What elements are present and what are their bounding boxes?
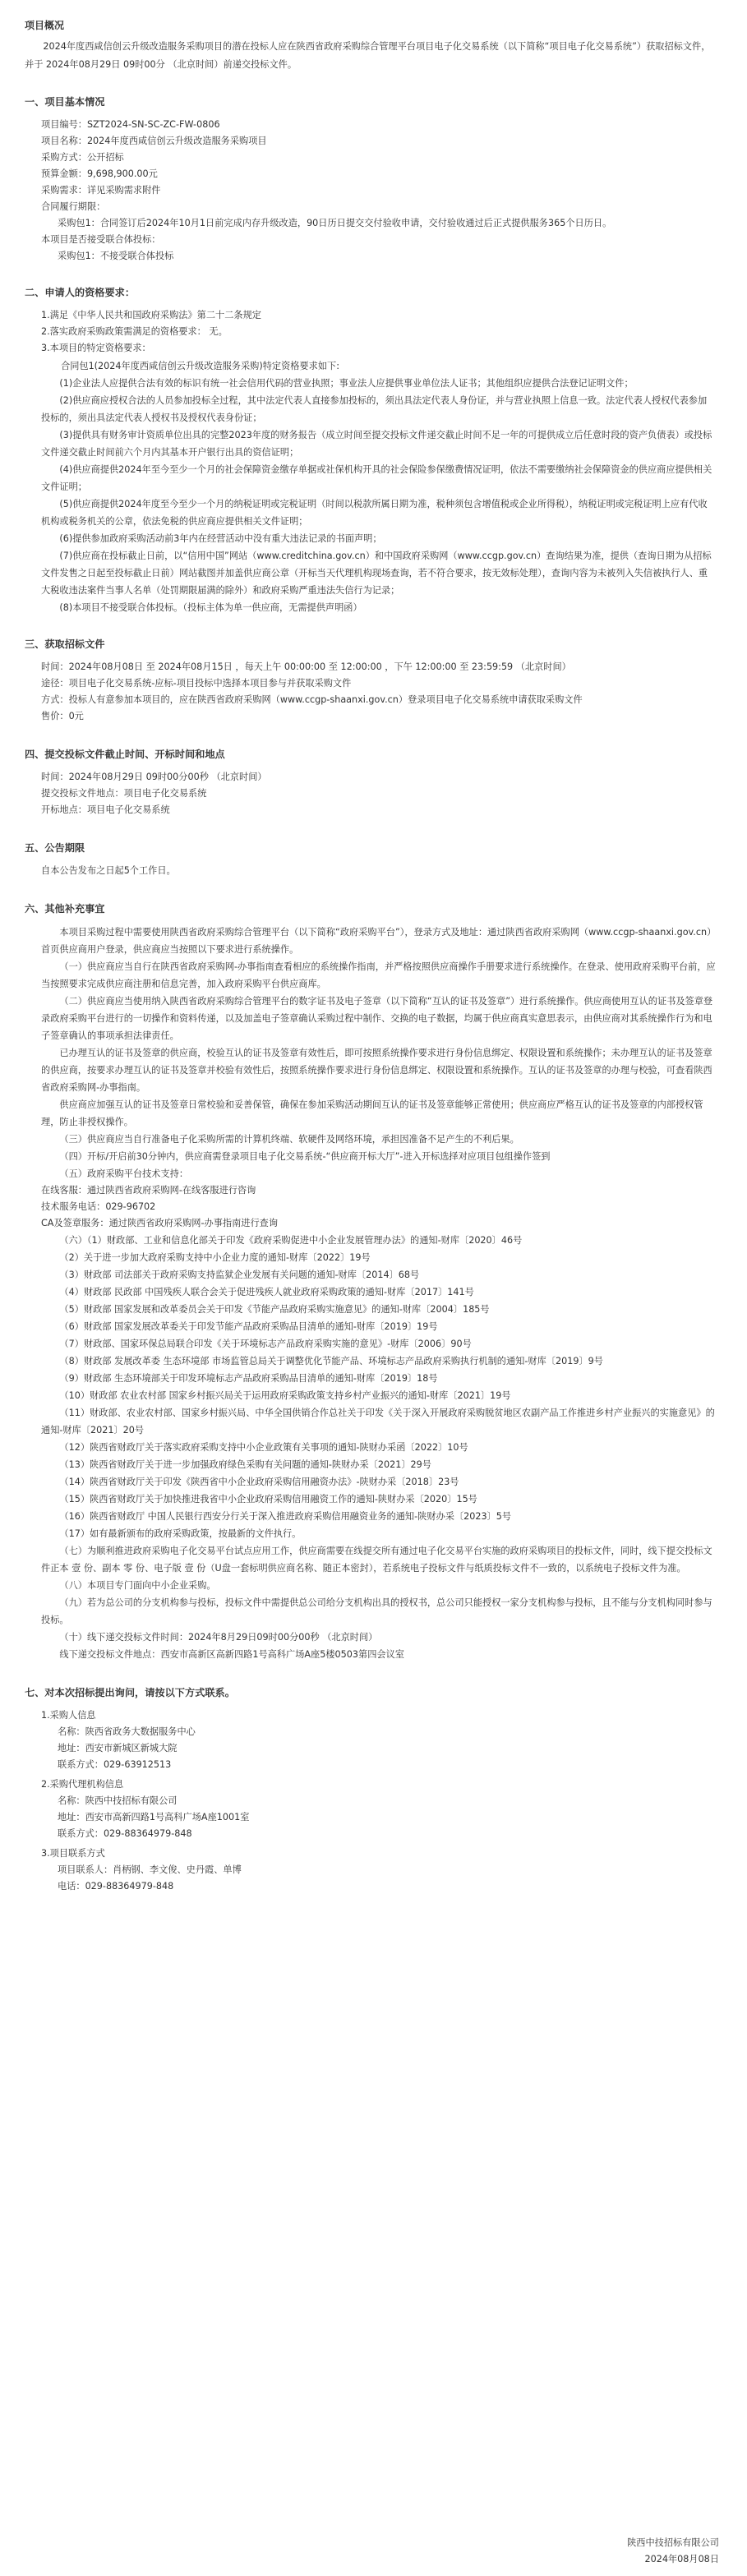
project-contacts: 项目联系人：肖柄钢、李文俊、史丹霞、单博: [58, 1864, 242, 1875]
project-name: 项目名称：2024年度西咸信创云升级改造服务采购项目: [41, 136, 267, 146]
section-title: 七、对本次招标提出询问，请按以下方式联系。: [25, 1687, 235, 1698]
item-10: （十）线下递交投标文件时间：2024年8月29日09时00分00秒 （北京时间）: [59, 1632, 378, 1643]
other-matters-body: [25, 924, 719, 1663]
list-item: (2)供应商应授权合法的人员参加投标全过程，其中法定代表人直接参加投标的，须出具法定代表人身份证，并与营业执照上信息一致。法定代表人授权代表参加投标的，须出具法定代表人授权书及授权代表身份证；: [41, 395, 708, 423]
policy-item: （7）财政部、国家环保总局联合印发《关于环境标志产品政府采购实施的意见》-财库〔2006〕90号: [59, 1339, 472, 1349]
policy-item: （9）财政部 生态环境部关于印发环境标志产品政府采购品目清单的通知-财库〔2019〕18号: [59, 1373, 438, 1384]
purchaser-address: 地址：西安市新城区新城大院: [58, 1743, 178, 1753]
section-title: 二、申请人的资格要求：: [25, 287, 136, 298]
section-title: 一、项目基本情况: [25, 96, 105, 108]
policy-item: （六）（1）财政部、工业和信息化部关于印发《政府采购促进中小企业发展管理办法》的通知-财库〔2020〕46号: [59, 1235, 523, 1246]
item-2-cont-2: 供应商应加强互认的证书及签章日常校验和妥善保管，确保在参加采购活动期间互认的证书及签章能够正常使用；供应商应严格互认的证书及签章的内部授权管理，防止非授权操作。: [41, 1099, 703, 1127]
tech-phone: 技术服务电话：029-96702: [41, 1201, 156, 1212]
list-item: (4)供应商提供2024年至今至少一个月的社会保障资金缴存单据或社保机构开具的社会保险参保缴费情况证明，依法不需要缴纳社会保障资金的供应商应提供相关文件证明；: [41, 464, 712, 492]
policy-item: （10）财政部 农业农村部 国家乡村振兴局关于运用政府采购政策支持乡村产业振兴的通知-财库〔2021〕19号: [59, 1390, 511, 1401]
project-contact-title: 3.项目联系方式: [41, 1848, 105, 1859]
signature-date: 2024年08月08日: [644, 2554, 719, 2564]
item-9: （九）若为总公司的分支机构参与投标，投标文件中需提供总公司给分支机构出具的授权书，总公司只能授权一家分支机构参与投标，且不能与分支机构同时参与投标。: [41, 1597, 712, 1625]
policy-item: （12）陕西省财政厅关于落实政府采购支持中小企业政策有关事项的通知-陕财办采函〔2022〕10号: [59, 1442, 468, 1453]
budget-amount: 预算金额：9,698,900.00元: [41, 168, 158, 179]
agency-address: 地址：西安市高新四路1号高科广场A座1001室: [58, 1812, 250, 1823]
section-title: 五、公告期限: [25, 842, 85, 854]
item-5: （五）政府采购平台技术支持：: [59, 1168, 189, 1179]
policy-item: （16）陕西省财政厅 中国人民银行西安分行关于深入推进政府采购信用融资业务的通知-陕财办采〔2023〕5号: [59, 1511, 512, 1522]
project-number: 项目编号：SZT2024-SN-SC-ZC-FW-0806: [41, 119, 220, 130]
overview-body: 2024年度西咸信创云升级改造服务采购项目的潜在投标人应在陕西省政府采购综合管理平台项目电子化交易系统（以下简称“项目电子化交易系统”）获取招标文件，并于 2024年08月29日 09时00分 （北京时间）前递交投标文件。: [25, 41, 711, 70]
procurement-demand: 采购需求：详见采购需求附件: [41, 185, 161, 196]
policy-item: （8）财政部 发展改革委 生态环境部 市场监管总局关于调整优化节能产品、环境标志产品政府采购执行机制的通知-财库〔2019〕9号: [59, 1356, 603, 1366]
purchaser-name: 名称：陕西省政务大数据服务中心: [58, 1726, 196, 1737]
item-1: （一）供应商应当自行在陕西省政府采购网-办事指南查看相应的系统操作指南，并严格按照供应商操作手册要求进行系统操作。在登录、使用政府采购平台前，应当按照要求完成供应商注册和信息完善，加入政府采购平台供应商库。: [41, 961, 716, 989]
qualification-list: [25, 375, 719, 616]
overview-title: 项目概况: [25, 20, 65, 31]
policy-item: （13）陕西省财政厅关于进一步加强政府绿色采购有关问题的通知-陕财办采〔2021〕29号: [59, 1459, 431, 1470]
policy-item: （17）如有最新颁布的政府采购政策，按最新的文件执行。: [59, 1528, 302, 1539]
section-contact: [25, 1684, 719, 1895]
section-title: 四、提交投标文件截止时间、开标时间和地点: [25, 749, 225, 760]
contract-period-label: 合同履行期限：: [41, 201, 106, 212]
purchaser-phone: 联系方式：029-63912513: [58, 1759, 172, 1770]
policy-list: [41, 1232, 716, 1542]
requirement-1: 1.满足《中华人民共和国政府采购法》第二十二条规定: [41, 310, 261, 320]
section-announcement-period: [25, 840, 719, 879]
procurement-method: 采购方式：公开招标: [41, 152, 124, 163]
policy-item: （5）财政部 国家发展和改革委员会关于印发《节能产品政府采购实施意见》的通知-财库〔2004〕185号: [59, 1304, 490, 1315]
section-other-matters: [25, 901, 719, 1663]
policy-item: （3）财政部 司法部关于政府采购支持监狱企业发展有关问题的通知-财库〔2014〕68号: [59, 1270, 420, 1280]
platform-intro: 本项目采购过程中需要使用陕西省政府采购综合管理平台（以下简称“政府采购平台”），登录方式及地址：通过陕西省政府采购网（www.ccgp-shaanxi.gov.cn）首页供应商用户登录，供应商应当按照以下要求进行系统操作。: [41, 927, 712, 955]
deadline-time: 时间：2024年08月29日 09时00分00秒 （北京时间）: [41, 772, 267, 782]
obtain-method: 方式：投标人有意参加本项目的，应在陕西省政府采购网（www.ccgp-shaanxi.gov.cn）登录项目电子化交易系统申请获取采购文件: [41, 694, 583, 705]
policy-item: （15）陕西省财政厅关于加快推进我省中小企业政府采购信用融资工作的通知-陕财办采〔2020〕15号: [59, 1494, 477, 1505]
list-item: (6)提供参加政府采购活动前3年内在经营活动中没有重大违法记录的书面声明；: [59, 533, 382, 544]
section-obtain-documents: [25, 636, 719, 725]
list-item: (1)企业法人应提供合法有效的标识有统一社会信用代码的营业执照；事业法人应提供事业单位法人证书；其他组织应提供合法登记证明文件；: [59, 378, 634, 389]
online-support: 在线客服：通过陕西省政府采购网-在线客服进行咨询: [41, 1185, 256, 1196]
offline-location: 线下递交投标文件地点：西安市高新区高新四路1号高科广场A座5楼0503第四会议室: [59, 1649, 404, 1660]
package-requirements-intro: 合同包1(2024年度西咸信创云升级改造服务采购)特定资格要求如下:: [61, 361, 339, 371]
item-3: （三）供应商应当自行准备电子化采购所需的计算机终端、软硬件及网络环境，承担因准备不足产生的不利后果。: [59, 1134, 519, 1145]
submission-location: 提交投标文件地点：项目电子化交易系统: [41, 788, 207, 799]
section-basic-info: [25, 94, 719, 265]
agency-title: 2.采购代理机构信息: [41, 1779, 124, 1790]
requirement-2: 2.落实政府采购政策需满足的资格要求： 无。: [41, 326, 228, 337]
opening-location: 开标地点：项目电子化交易系统: [41, 804, 170, 815]
policy-item: （4）财政部 民政部 中国残疾人联合会关于促进残疾人就业政府采购政策的通知-财库〔2017〕141号: [59, 1287, 474, 1297]
section-qualifications: [25, 284, 719, 616]
obtain-channel: 途径：项目电子化交易系统-应标-项目投标中选择本项目参与并获取采购文件: [41, 678, 352, 689]
consortium-answer: 采购包1：不接受联合体投标: [58, 251, 174, 261]
overview-section: [25, 0, 719, 74]
list-item: (7)供应商在投标截止日前，以“信用中国”网站（www.creditchina.gov.cn）和中国政府采购网（www.ccgp.gov.cn）查询结果为准，提供（查询日期为从招标文件发售之日起至投标截止日前）网站截图并加盖供应商公章（开标当天代理机构现场查询，若不符合要求，按无效标处理），查询内容为未被列入失信被执行人、重大税收违法案件当事人名单（处罚期限届满的除外）和政府采购严重违法失信行为记录；: [41, 551, 712, 596]
policy-item: （6）财政部 国家发展改革委关于印发节能产品政府采购品目清单的通知-财库〔2019〕19号: [59, 1321, 438, 1332]
policy-item: （14）陕西省财政厅关于印发《陕西省中小企业政府采购信用融资办法》-陕财办采〔2018〕23号: [59, 1477, 459, 1487]
agency-name: 名称：陕西中技招标有限公司: [58, 1795, 178, 1806]
item-2-cont: 已办理互认的证书及签章的供应商，校验互认的证书及签章有效性后，即可按照系统操作要求进行身份信息绑定、权限设置和系统操作；未办理互认的证书及签章的供应商，按要求办理互认的证书及签章并校验有效性后，按照系统操作要求进行身份信息绑定、权限设置和系统操作。互认的证书及签章的办理与校验，可查看陕西省政府采购网-办事指南。: [41, 1048, 712, 1093]
item-8: （八）本项目专门面向中小企业采购。: [59, 1580, 216, 1591]
policy-item: （11）财政部、农业农村部、国家乡村振兴局、中华全国供销合作总社关于印发《关于深入开展政府采购脱贫地区农副产品工作推进乡村产业振兴的实施意见》的通知-财库〔2021〕20号: [41, 1408, 715, 1435]
item-2: （二）供应商应当使用纳入陕西省政府采购综合管理平台的数字证书及电子签章（以下简称“互认的证书及签章”）进行系统操作。供应商使用互认的证书及签章登录政府采购平台进行的一切操作和资料传递，以及加盖电子签章确认采购过程中制作、交换的电子数据，均属于供应商真实意思表示，由供应商对其系统操作行为和电子签章确认的事项承担法律责任。: [41, 996, 713, 1041]
project-phone: 电话：029-88364979-848: [58, 1881, 174, 1892]
consortium-question: 本项目是否接受联合体投标：: [41, 234, 161, 245]
item-7: （七）为顺利推进政府采购电子化交易平台试点应用工作，供应商需要在线提交所有通过电子化交易平台实施的政府采购项目的投标文件，同时，线下提交投标文件正本 壹 份、副本 零 份、电子版 壹 份（U盘一套标明供应商名称、随正本密封），若系统电子投标文件与纸质投标文件不一致的，以系统电子投标文件为准。: [41, 1546, 712, 1574]
section-title: 六、其他补充事宜: [25, 903, 105, 915]
ca-service: CA及签章服务：通过陕西省政府采购网-办事指南进行查询: [41, 1218, 279, 1228]
list-item: (3)提供具有财务审计资质单位出具的完整2023年度的财务报告（成立时间至提交投标文件递交截止时间不足一年的可提供成立后任意时段的资产负债表）或投标文件递交截止时间前六个月内其基本开户银行出具的资信证明；: [41, 430, 712, 458]
section-title: 三、获取招标文件: [25, 638, 105, 650]
policy-item: （2）关于进一步加大政府采购支持中小企业力度的通知-财库〔2022〕19号: [59, 1252, 371, 1263]
section-deadline: [25, 746, 719, 818]
purchaser-title: 1.采购人信息: [41, 1710, 96, 1721]
signature-block: [627, 2535, 719, 2568]
contract-period-note: 采购包1：合同签订后2024年10月1日前完成内存升级改造，90日历日提交交付验收申请，交付验收通过后正式提供服务365个日历日。: [58, 218, 612, 228]
announcement-period: 自本公告发布之日起5个工作日。: [41, 865, 176, 876]
obtain-time: 时间：2024年08月08日 至 2024年08月15日 ，每天上午 00:00:00 至 12:00:00 ，下午 12:00:00 至 23:59:59 （北京时间）: [41, 661, 571, 672]
requirement-3: 3.本项目的特定资格要求：: [41, 343, 151, 353]
agency-phone: 联系方式：029-88364979-848: [58, 1828, 192, 1839]
list-item: (8)本项目不接受联合体投标。（投标主体为单一供应商，无需提供声明函）: [59, 602, 362, 613]
list-item: (5)供应商提供2024年度至今至少一个月的纳税证明或完税证明（时间以税款所属日期为准，税种须包含增值税或企业所得税），纳税证明或完税证明上应有代收机构或税务机关的公章，依法免税的供应商应提供相关文件证明；: [41, 499, 708, 527]
item-4: （四）开标/开启前30分钟内，供应商需登录项目电子化交易系统-“供应商开标大厅”-进入开标选择对应项目包组操作签到: [59, 1151, 551, 1162]
signature-org: 陕西中技招标有限公司: [627, 2537, 719, 2548]
obtain-price: 售价：0元: [41, 711, 84, 721]
